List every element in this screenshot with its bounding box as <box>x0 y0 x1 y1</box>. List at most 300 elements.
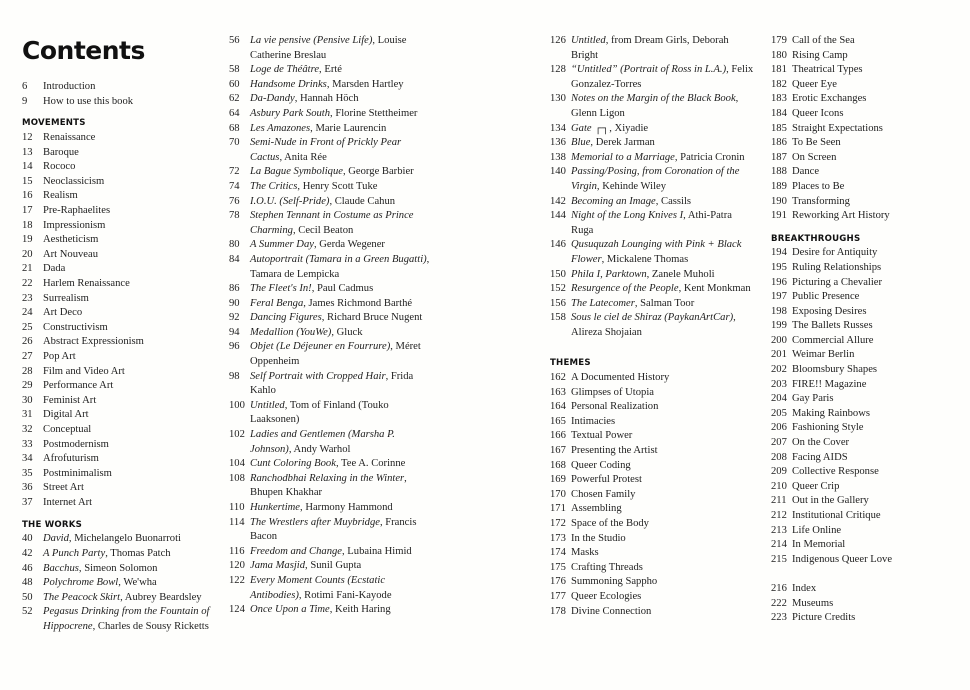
entry-title: Theatrical Types <box>792 64 863 76</box>
toc-entry <box>550 532 755 547</box>
page-number: 171 <box>550 503 566 515</box>
entry-title: Erotic Exchanges <box>792 93 867 105</box>
work-title: Untitled <box>250 399 285 411</box>
entry-title: Rising Camp <box>792 49 848 61</box>
page-number: 104 <box>229 458 245 470</box>
entry-title: Picturing a Chevalier <box>792 276 883 288</box>
toc-entry <box>22 365 222 380</box>
toc-entry <box>771 261 961 276</box>
page-number: 214 <box>771 539 787 551</box>
toc-entry <box>771 582 961 597</box>
page-number: 110 <box>229 502 245 513</box>
work-artist: , George Barbier <box>342 166 414 178</box>
work-artist: , Florine Stettheimer <box>330 107 418 119</box>
page-number: 158 <box>550 312 566 324</box>
work-title: La vie pensive (Pensive Life) <box>250 35 373 46</box>
page-number: 120 <box>229 560 245 572</box>
page-number: 48 <box>22 577 33 589</box>
work-title: Self Portrait with Cropped Hair <box>250 370 386 382</box>
entry-title: Life Online <box>792 524 842 536</box>
work-title: Jama Masjid <box>250 560 306 572</box>
entry-title: Queer Coding <box>571 459 631 471</box>
work-artist: , Marie Laurencin <box>310 122 387 134</box>
toc-entry <box>22 438 222 453</box>
work-entry-text <box>43 605 222 634</box>
toc-entry <box>771 509 961 524</box>
work-entry-text <box>250 136 434 165</box>
toc-entry <box>771 538 961 553</box>
page-number: 60 <box>229 78 240 90</box>
toc-entry <box>771 436 961 451</box>
toc-entry <box>771 246 961 261</box>
work-title: Handsome Drinks <box>250 78 327 90</box>
work-artist: , Paul Cadmus <box>311 283 374 295</box>
page-number: 74 <box>229 180 240 192</box>
page-number: 37 <box>22 496 33 508</box>
page-number: 126 <box>550 35 566 46</box>
work-artist: , Louise Catherine Breslau <box>250 35 407 61</box>
work-artist: , Henry Scott Tuke <box>297 180 378 192</box>
toc-entry <box>22 219 222 234</box>
entry-title: Surrealism <box>43 292 89 304</box>
toc-entry <box>771 165 961 180</box>
toc-entry <box>771 348 961 363</box>
entry-title: How to use this book <box>43 95 134 107</box>
toc-entry <box>771 363 961 378</box>
work-entry-text <box>250 370 434 399</box>
toc-entry <box>771 92 961 107</box>
work-artist: , Patricia Cronin <box>674 151 745 163</box>
contents-column-1 <box>22 34 222 635</box>
work-artist: , Cecil Beaton <box>292 224 354 236</box>
toc-entry <box>550 238 755 267</box>
page-number: 201 <box>771 349 787 361</box>
page-number: 20 <box>22 248 33 260</box>
entry-title: Queer Icons <box>792 107 844 119</box>
work-entry-text <box>43 562 222 577</box>
work-title: Stephen Tennant in Costume as Prince Charming <box>250 210 414 236</box>
page-number: 32 <box>22 423 33 435</box>
entry-title: Internet Art <box>43 496 93 508</box>
toc-entry <box>771 319 961 334</box>
page-number: 28 <box>22 365 33 377</box>
toc-entry <box>229 209 434 238</box>
page-number: 164 <box>550 401 566 413</box>
toc-entry <box>771 451 961 466</box>
entry-title: Exposing Desires <box>792 305 867 317</box>
work-artist: , Frida Kahlo <box>250 370 414 397</box>
toc-entry <box>22 562 222 577</box>
work-title: The Critics <box>250 180 298 192</box>
toc-entry <box>229 122 434 137</box>
page-number: 198 <box>771 305 787 317</box>
contents-column-3 <box>550 34 755 619</box>
work-entry-text <box>571 297 755 312</box>
page-number: 134 <box>550 122 566 134</box>
work-entry-text <box>571 282 755 297</box>
work-entry-text <box>250 340 434 369</box>
work-title: Les Amazones <box>250 122 311 134</box>
entry-title: Straight Expectations <box>792 122 883 134</box>
entry-title: Museums <box>792 597 834 609</box>
work-artist: , Andy Warhol <box>288 443 351 455</box>
entry-title: Fashioning Style <box>792 422 864 434</box>
work-title: Feral Benga <box>250 297 304 309</box>
toc-entry <box>22 292 222 307</box>
work-artist: , Erté <box>319 64 342 76</box>
page-number: 64 <box>229 107 240 119</box>
work-entry-text <box>250 78 434 93</box>
page-number: 35 <box>22 467 33 479</box>
toc-entry <box>22 131 222 146</box>
work-title: Becoming an Image <box>571 195 656 207</box>
entry-title: Harlem Renaissance <box>43 278 130 290</box>
toc-entry <box>22 248 222 263</box>
page-number: 114 <box>229 516 245 528</box>
work-title: Passing/Posing, from Coronation of the Virgin <box>571 166 740 192</box>
page-number: 15 <box>22 175 33 187</box>
toc-entry <box>550 165 755 194</box>
page-number: 222 <box>771 597 787 609</box>
work-entry-text <box>250 516 434 545</box>
page-number: 90 <box>229 297 240 309</box>
work-title: A Punch Party <box>43 548 106 559</box>
page-number: 178 <box>550 605 566 617</box>
entry-title: FIRE!! Magazine <box>792 378 867 390</box>
work-title: Every Moment Counts (Ecstatic Antibodies) <box>250 574 386 601</box>
work-title: The Wrestlers after Muybridge <box>250 516 380 528</box>
work-entry-text <box>250 92 434 107</box>
work-title: Hunkertime <box>250 502 301 513</box>
entry-title: Art Nouveau <box>43 248 99 260</box>
page-number: 50 <box>22 591 33 603</box>
toc-entry <box>550 92 755 121</box>
page-number: 213 <box>771 524 787 536</box>
page-number: 9 <box>22 95 28 107</box>
page-number: 212 <box>771 510 787 521</box>
toc-entry <box>550 371 755 386</box>
page-number: 144 <box>550 210 566 222</box>
page-number: 46 <box>22 562 33 574</box>
page-number: 13 <box>22 146 33 158</box>
contents-column-4 <box>771 34 961 626</box>
toc-entry <box>550 63 755 92</box>
work-artist: , Michelangelo Buonarroti <box>68 533 181 545</box>
toc-entry <box>771 290 961 305</box>
toc-entry <box>550 151 755 166</box>
entry-title: Renaissance <box>43 132 96 144</box>
work-entry-text <box>571 63 755 92</box>
toc-entry <box>771 276 961 291</box>
entry-title: Collective Response <box>792 466 879 478</box>
toc-entry <box>550 546 755 561</box>
work-entry-text <box>571 311 755 340</box>
entry-title: Intimacies <box>571 415 616 427</box>
breakthroughs-list <box>771 246 961 567</box>
work-title: Ranchodbhai Relaxing in the Winter <box>250 472 405 484</box>
entry-title: Public Presence <box>792 291 860 303</box>
page-number: 26 <box>22 336 33 348</box>
toc-entry <box>550 311 755 340</box>
page-number: 25 <box>22 321 33 333</box>
entry-title: Assembling <box>571 503 622 515</box>
page-number: 195 <box>771 261 787 273</box>
work-artist: , Hannah Höch <box>294 93 359 105</box>
entry-title: On the Cover <box>792 437 850 449</box>
entry-title: Ruling Relationships <box>792 261 882 273</box>
toc-entry <box>771 421 961 436</box>
section-heading-breakthroughs: BREAKTHROUGHS <box>771 233 861 244</box>
work-title: Notes on the Margin of the Black Book <box>571 93 736 105</box>
work-title: Asbury Park South <box>250 107 331 119</box>
toc-entry <box>229 180 434 195</box>
page-number: 165 <box>550 415 566 427</box>
page-number: 29 <box>22 380 33 392</box>
works-list-part-2 <box>229 34 434 618</box>
entry-title: Impressionism <box>43 219 106 231</box>
page-number: 163 <box>550 386 566 398</box>
entry-title: Space of the Body <box>571 518 649 529</box>
toc-entry <box>229 136 434 165</box>
page-number: 138 <box>550 151 566 163</box>
toc-entry <box>771 209 961 224</box>
toc-entry <box>22 95 222 110</box>
work-artist: , Salman Toor <box>634 297 695 309</box>
toc-entry <box>229 311 434 326</box>
work-title: Gate <box>571 122 592 134</box>
toc-entry <box>771 378 961 393</box>
section-heading-the-works: THE WORKS <box>22 519 82 530</box>
toc-entry <box>22 452 222 467</box>
entry-title: Weimar Berlin <box>792 349 855 361</box>
entry-title: Call of the Sea <box>792 35 855 46</box>
toc-entry <box>550 429 755 444</box>
work-artist: , Tee A. Corinne <box>335 458 406 470</box>
entry-title: Street Art <box>43 482 84 494</box>
work-artist: , Kehinde Wiley <box>596 180 667 192</box>
work-entry-text <box>250 428 434 457</box>
entry-title: Pop Art <box>43 350 76 362</box>
work-title: Resurgence of the People <box>571 283 679 295</box>
work-artist: , Richard Bruce Nugent <box>321 312 423 324</box>
work-artist: , Claude Cahun <box>329 195 396 207</box>
entry-title: Aestheticism <box>43 234 99 246</box>
toc-entry <box>550 386 755 401</box>
work-entry-text <box>250 238 434 253</box>
toc-entry <box>550 517 755 532</box>
page-number: 102 <box>229 429 245 441</box>
toc-entry <box>22 335 222 350</box>
page-number: 162 <box>550 372 566 384</box>
work-entry-text <box>571 92 755 121</box>
toc-entry <box>229 457 434 472</box>
work-artist: , Marsden Hartley <box>326 78 404 90</box>
page-number: 194 <box>771 247 787 259</box>
toc-entry <box>22 350 222 365</box>
work-title: Qusuquzah Lounging with Pink + Black Flower <box>571 239 742 265</box>
toc-entry <box>22 204 222 219</box>
toc-entry <box>229 574 434 603</box>
work-artist: , from Dream Girls, Deborah Bright <box>571 35 729 61</box>
toc-entry <box>229 399 434 428</box>
work-artist: , Tamara de Lempicka <box>250 253 430 280</box>
entry-title: In the Studio <box>571 532 626 544</box>
work-entry-text <box>571 165 755 194</box>
work-title: Polychrome Bowl <box>43 577 119 589</box>
page-number: 128 <box>550 64 566 76</box>
page-number: 179 <box>771 35 787 46</box>
entry-title: Glimpses of Utopia <box>571 386 654 398</box>
page-number: 42 <box>22 548 33 559</box>
work-entry-text <box>250 603 434 618</box>
work-entry-text <box>250 559 434 574</box>
page-number: 23 <box>22 292 33 304</box>
themes-list-part-2 <box>771 34 961 224</box>
toc-entry <box>771 392 961 407</box>
work-entry-text <box>571 195 755 210</box>
entry-title: Bloomsbury Shapes <box>792 364 878 376</box>
work-title: Semi-Nude in Front of Prickly Pear Cactus <box>250 137 402 163</box>
work-title: Freedom and Change <box>250 545 342 557</box>
toc-entry <box>229 340 434 369</box>
entry-title: Afrofuturism <box>43 453 99 465</box>
work-title: Blue <box>571 137 591 149</box>
work-title: Night of the Long Knives I <box>571 210 684 222</box>
toc-entry <box>550 488 755 503</box>
work-title: Dancing Figures <box>250 312 322 324</box>
work-artist: ┌┐, Xiyadie <box>591 122 649 134</box>
toc-entry <box>771 195 961 210</box>
backmatter-list <box>771 582 961 626</box>
entry-title: Queer Ecologies <box>571 590 642 602</box>
work-entry-text <box>250 165 434 180</box>
work-artist: , Anita Rée <box>279 151 327 163</box>
toc-entry <box>771 107 961 122</box>
toc-entry <box>771 122 961 137</box>
toc-entry <box>22 496 222 511</box>
toc-entry <box>550 590 755 605</box>
toc-entry <box>22 423 222 438</box>
work-title: Once Upon a Time <box>250 604 330 616</box>
work-entry-text <box>571 151 755 166</box>
toc-entry <box>550 605 755 620</box>
work-artist: , Athi-Patra Ruga <box>571 210 732 236</box>
page-number: 22 <box>22 278 33 290</box>
entry-title: Realism <box>43 190 78 202</box>
work-artist: , Méret Oppenheim <box>250 341 421 368</box>
toc-entry <box>22 591 222 606</box>
work-entry-text <box>250 209 434 238</box>
entry-title: Presenting the Artist <box>571 445 658 457</box>
toc-entry <box>229 253 434 282</box>
work-title: Ladies and Gentlemen (Marsha P. Johnson) <box>250 429 395 455</box>
work-entry-text <box>250 399 434 428</box>
toc-entry <box>771 305 961 320</box>
page-number: 136 <box>550 137 566 149</box>
toc-entry <box>22 306 222 321</box>
page-number: 173 <box>550 532 566 544</box>
entry-title: Art Deco <box>43 307 83 319</box>
toc-entry <box>550 122 755 137</box>
toc-entry <box>22 175 222 190</box>
page-number: 166 <box>550 430 566 442</box>
page-number: 56 <box>229 35 240 46</box>
work-artist: , Felix Gonzalez-Torres <box>571 64 754 90</box>
work-entry-text <box>250 297 434 312</box>
page-number: 199 <box>771 320 787 332</box>
page-number: 12 <box>22 132 33 144</box>
toc-entry <box>229 63 434 78</box>
page-number: 156 <box>550 297 566 309</box>
toc-entry <box>229 92 434 107</box>
work-artist: , Cassils <box>655 195 692 207</box>
page-number: 130 <box>550 93 566 105</box>
work-entry-text <box>250 34 434 63</box>
toc-entry <box>229 545 434 560</box>
toc-entry <box>550 282 755 297</box>
page-number: 187 <box>771 151 787 163</box>
work-entry-text <box>571 34 755 63</box>
page-number: 215 <box>771 553 787 565</box>
toc-entry <box>22 146 222 161</box>
entry-title: A Documented History <box>571 372 670 384</box>
entry-title: Film and Video Art <box>43 365 125 377</box>
work-entry-text <box>250 545 434 560</box>
page-number: 176 <box>550 576 566 588</box>
entry-title: Personal Realization <box>571 401 659 413</box>
page-number: 167 <box>550 445 566 457</box>
work-artist: , James Richmond Barthé <box>303 297 413 309</box>
movements-list <box>22 131 222 510</box>
page-number: 175 <box>550 561 566 573</box>
entry-title: Commercial Allure <box>792 334 874 346</box>
entry-title: Divine Connection <box>571 605 652 617</box>
toc-entry <box>22 189 222 204</box>
page-number: 211 <box>771 495 787 507</box>
work-entry-text <box>250 122 434 137</box>
entry-title: Masks <box>571 547 599 559</box>
entry-title: Neoclassicism <box>43 175 105 187</box>
entry-title: Conceptual <box>43 423 92 435</box>
page-number: 190 <box>771 195 787 207</box>
work-title: “Untitled” (Portrait of Ross in L.A.) <box>571 64 727 76</box>
page-number: 197 <box>771 291 787 303</box>
page-number: 210 <box>771 480 787 492</box>
work-title: I.O.U. (Self-Pride) <box>250 195 330 207</box>
works-list-part-1 <box>22 532 222 634</box>
work-entry-text <box>250 574 434 603</box>
page-number: 200 <box>771 334 787 346</box>
work-entry-text <box>571 122 755 137</box>
toc-entry <box>771 407 961 422</box>
page-number: 203 <box>771 378 787 390</box>
page-number: 180 <box>771 49 787 61</box>
toc-entry <box>22 80 222 95</box>
page-number: 18 <box>22 219 33 231</box>
work-title: La Bague Symbolique <box>250 166 343 178</box>
entry-title: Indigenous Queer Love <box>792 553 893 565</box>
entry-title: Facing AIDS <box>792 451 848 463</box>
work-entry-text <box>571 209 755 238</box>
page-number: 177 <box>550 590 566 602</box>
page-number: 168 <box>550 459 566 471</box>
work-entry-text <box>250 311 434 326</box>
page-number: 146 <box>550 239 566 251</box>
work-title: Loge de Théâtre <box>250 64 320 76</box>
work-title: The Fleet's In! <box>250 283 312 295</box>
page-number: 223 <box>771 612 787 624</box>
page-number: 189 <box>771 180 787 192</box>
